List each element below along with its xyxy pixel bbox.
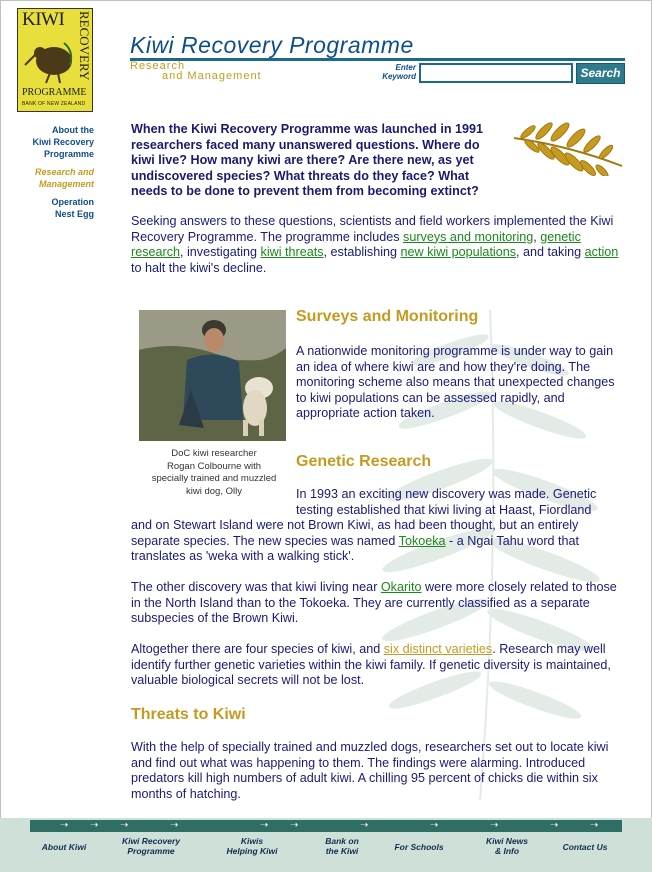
text: , investigating xyxy=(180,245,261,260)
photo-caption xyxy=(139,448,289,498)
bottom-nav-about-kiwi[interactable] xyxy=(30,842,98,852)
heading-genetic-research: Genetic Research xyxy=(296,453,432,470)
enter-label-line1: Enter xyxy=(395,63,416,72)
nav-label: About the xyxy=(52,125,94,135)
arrow-icon: ➝ xyxy=(490,820,499,831)
arrow-icon: ➝ xyxy=(260,820,269,831)
kiwi-recovery-logo[interactable] xyxy=(17,8,93,112)
genetic-p1-line1: In 1993 an exciting new discovery was made. Genetic xyxy=(296,487,597,501)
kiwi-bird-icon xyxy=(24,31,78,85)
link-new-populations[interactable]: new kiwi populations xyxy=(400,245,517,260)
nav-item-research-management[interactable] xyxy=(10,166,94,190)
nav-item-operation-nest-egg[interactable] xyxy=(10,196,94,220)
bottom-nav-label: Helping Kiwi xyxy=(226,846,278,856)
researcher-photo xyxy=(139,310,286,441)
arrow-icon: ➝ xyxy=(170,820,179,831)
bottom-nav-label: the Kiwi xyxy=(325,846,359,856)
arrow-icon: ➝ xyxy=(430,820,439,831)
search-input[interactable] xyxy=(419,63,573,83)
text: Altogether there are four species of kiwi, and xyxy=(131,642,384,656)
intro-paragraph xyxy=(131,214,627,276)
nav-label: Kiwi Recovery xyxy=(32,137,94,147)
caption-line: Rogan Colbourne with xyxy=(166,460,261,472)
bottom-nav-contact-us[interactable] xyxy=(552,842,618,852)
bottom-nav-kiwi-news-info[interactable] xyxy=(472,836,542,856)
bottom-nav-label: About Kiwi xyxy=(41,842,87,852)
link-six-distinct-varieties[interactable]: six distinct varieties xyxy=(383,642,493,656)
left-navigation xyxy=(10,124,94,226)
bottom-nav-label: Bank on xyxy=(325,836,359,846)
caption-line: kiwi dog, Olly xyxy=(186,485,242,497)
link-okarito[interactable]: Okarito xyxy=(380,580,422,594)
heading-surveys-monitoring: Surveys and Monitoring xyxy=(296,308,479,325)
arrow-icon: ➝ xyxy=(60,820,69,831)
intro-bold-paragraph: When the Kiwi Recovery Programme was launched in 1991 researchers faced many unanswered questions. Where do kiwi live? How many kiwi are there? Are there new, as yet undiscovered species? What threats do they face? What needs to be done to prevent them from becoming extinct? xyxy=(131,122,484,199)
nav-label: Operation xyxy=(51,197,94,207)
arrow-icon: ➝ xyxy=(120,820,129,831)
bottom-nav-label: & Info xyxy=(494,846,520,856)
text: , and taking xyxy=(516,245,585,260)
logo-text-kiwi: KIWI xyxy=(22,9,65,30)
genetic-p1-rest xyxy=(131,518,627,565)
bottom-nav-kiwis-helping-kiwi[interactable] xyxy=(212,836,292,856)
arrow-icon: ➝ xyxy=(590,820,599,831)
genetic-p1-line2: testing established that kiwi living at Haast, Fiordland xyxy=(296,502,592,517)
logo-text-programme: PROGRAMME xyxy=(22,87,87,98)
bottom-nav-kiwi-recovery-programme[interactable] xyxy=(108,836,194,856)
link-genetic-research[interactable]: genetic research xyxy=(131,229,581,260)
text: were more closely related to those in the North Island than to the Tokoeka. They are currently classified as a separate subspecies of the Brown Kiwi. xyxy=(131,580,617,626)
genetic-p2 xyxy=(131,580,627,627)
threats-paragraph: With the help of specially trained and muzzled dogs, researchers set out to locate kiwi and find out what was happening to them. The findings were alarming. Introduced predators kill high numbers of adult kiwi. A chilling 95 percent of chicks die within six months of hatching. xyxy=(131,740,609,801)
arrow-icon: ➝ xyxy=(290,820,299,831)
logo-text-bank: BANK OF NEW ZEALAND xyxy=(22,101,86,107)
link-surveys-monitoring[interactable]: surveys and monitoring xyxy=(403,229,534,244)
bottom-nav-label: Kiwis xyxy=(240,836,264,846)
text: , establishing xyxy=(323,245,401,260)
text: to halt the kiwi's decline. xyxy=(131,260,267,275)
site-title: Kiwi Recovery Programme xyxy=(130,32,414,58)
nav-item-about-programme[interactable] xyxy=(10,124,94,160)
arrow-icon: ➝ xyxy=(360,820,369,831)
bottom-nav-label: Kiwi News xyxy=(485,836,529,846)
bottom-nav-label: Kiwi Recovery xyxy=(121,836,181,846)
gold-fern-icon xyxy=(510,118,626,176)
enter-keyword-label xyxy=(372,63,416,81)
surveys-paragraph: A nationwide monitoring programme is under way to gain an idea of where kiwi are and how they're doing. The monitoring scheme also means that unexpected changes to kiwi populations can be assessed rapidly, and appropriate action taken. xyxy=(296,344,615,421)
bottom-nav-for-schools[interactable] xyxy=(384,842,454,852)
text: and on Stewart Island were not Brown Kiwi, as had been thought, but an entirely separate species. The new species was named xyxy=(131,518,579,548)
caption-line: specially trained and muzzled xyxy=(151,473,277,484)
text: , xyxy=(533,229,541,244)
bottom-nav-bank-on-the-kiwi[interactable] xyxy=(308,836,376,856)
title-underline xyxy=(130,58,625,61)
genetic-p3 xyxy=(131,642,627,689)
link-kiwi-threats[interactable]: kiwi threats xyxy=(260,245,324,260)
text: The other discovery was that kiwi living near xyxy=(131,580,381,594)
enter-label-line2: Keyword xyxy=(382,72,416,81)
logo-text-recovery: RECOVERY xyxy=(77,11,92,81)
nav-label: Programme xyxy=(43,149,94,159)
subtitle-management: and Management xyxy=(162,70,262,82)
search-button[interactable]: Search xyxy=(576,63,625,84)
subtitle-research: Research xyxy=(130,60,186,72)
arrow-icon: ➝ xyxy=(90,820,99,831)
nav-label: Management xyxy=(38,179,94,189)
nav-label: Nest Egg xyxy=(54,209,94,219)
bottom-nav-label: Contact Us xyxy=(562,842,608,852)
link-tokoeka[interactable]: Tokoeka xyxy=(398,533,446,548)
bottom-arrow-strip xyxy=(30,820,622,832)
arrow-icon: ➝ xyxy=(550,820,559,831)
text: . Research may well identify further genetic varieties within the kiwi family. If genetic diversity is maintained, valuable biological secrets will not be lost. xyxy=(131,642,611,688)
heading-threats-to-kiwi: Threats to Kiwi xyxy=(131,706,246,723)
link-action[interactable]: action xyxy=(584,245,619,260)
researcher-with-dog-image xyxy=(139,310,286,441)
text: Seeking answers to these questions, scientists and field workers implemented the Kiwi Recovery Programme. The programme includes xyxy=(131,214,614,244)
nav-label: Research and xyxy=(34,167,94,177)
caption-line: DoC kiwi researcher xyxy=(171,448,257,459)
bottom-nav-label: For Schools xyxy=(394,842,444,852)
text: - a Ngai Tahu word that translates as 'weka with a walking stick'. xyxy=(131,533,580,564)
bottom-nav-label: Programme xyxy=(127,846,175,856)
